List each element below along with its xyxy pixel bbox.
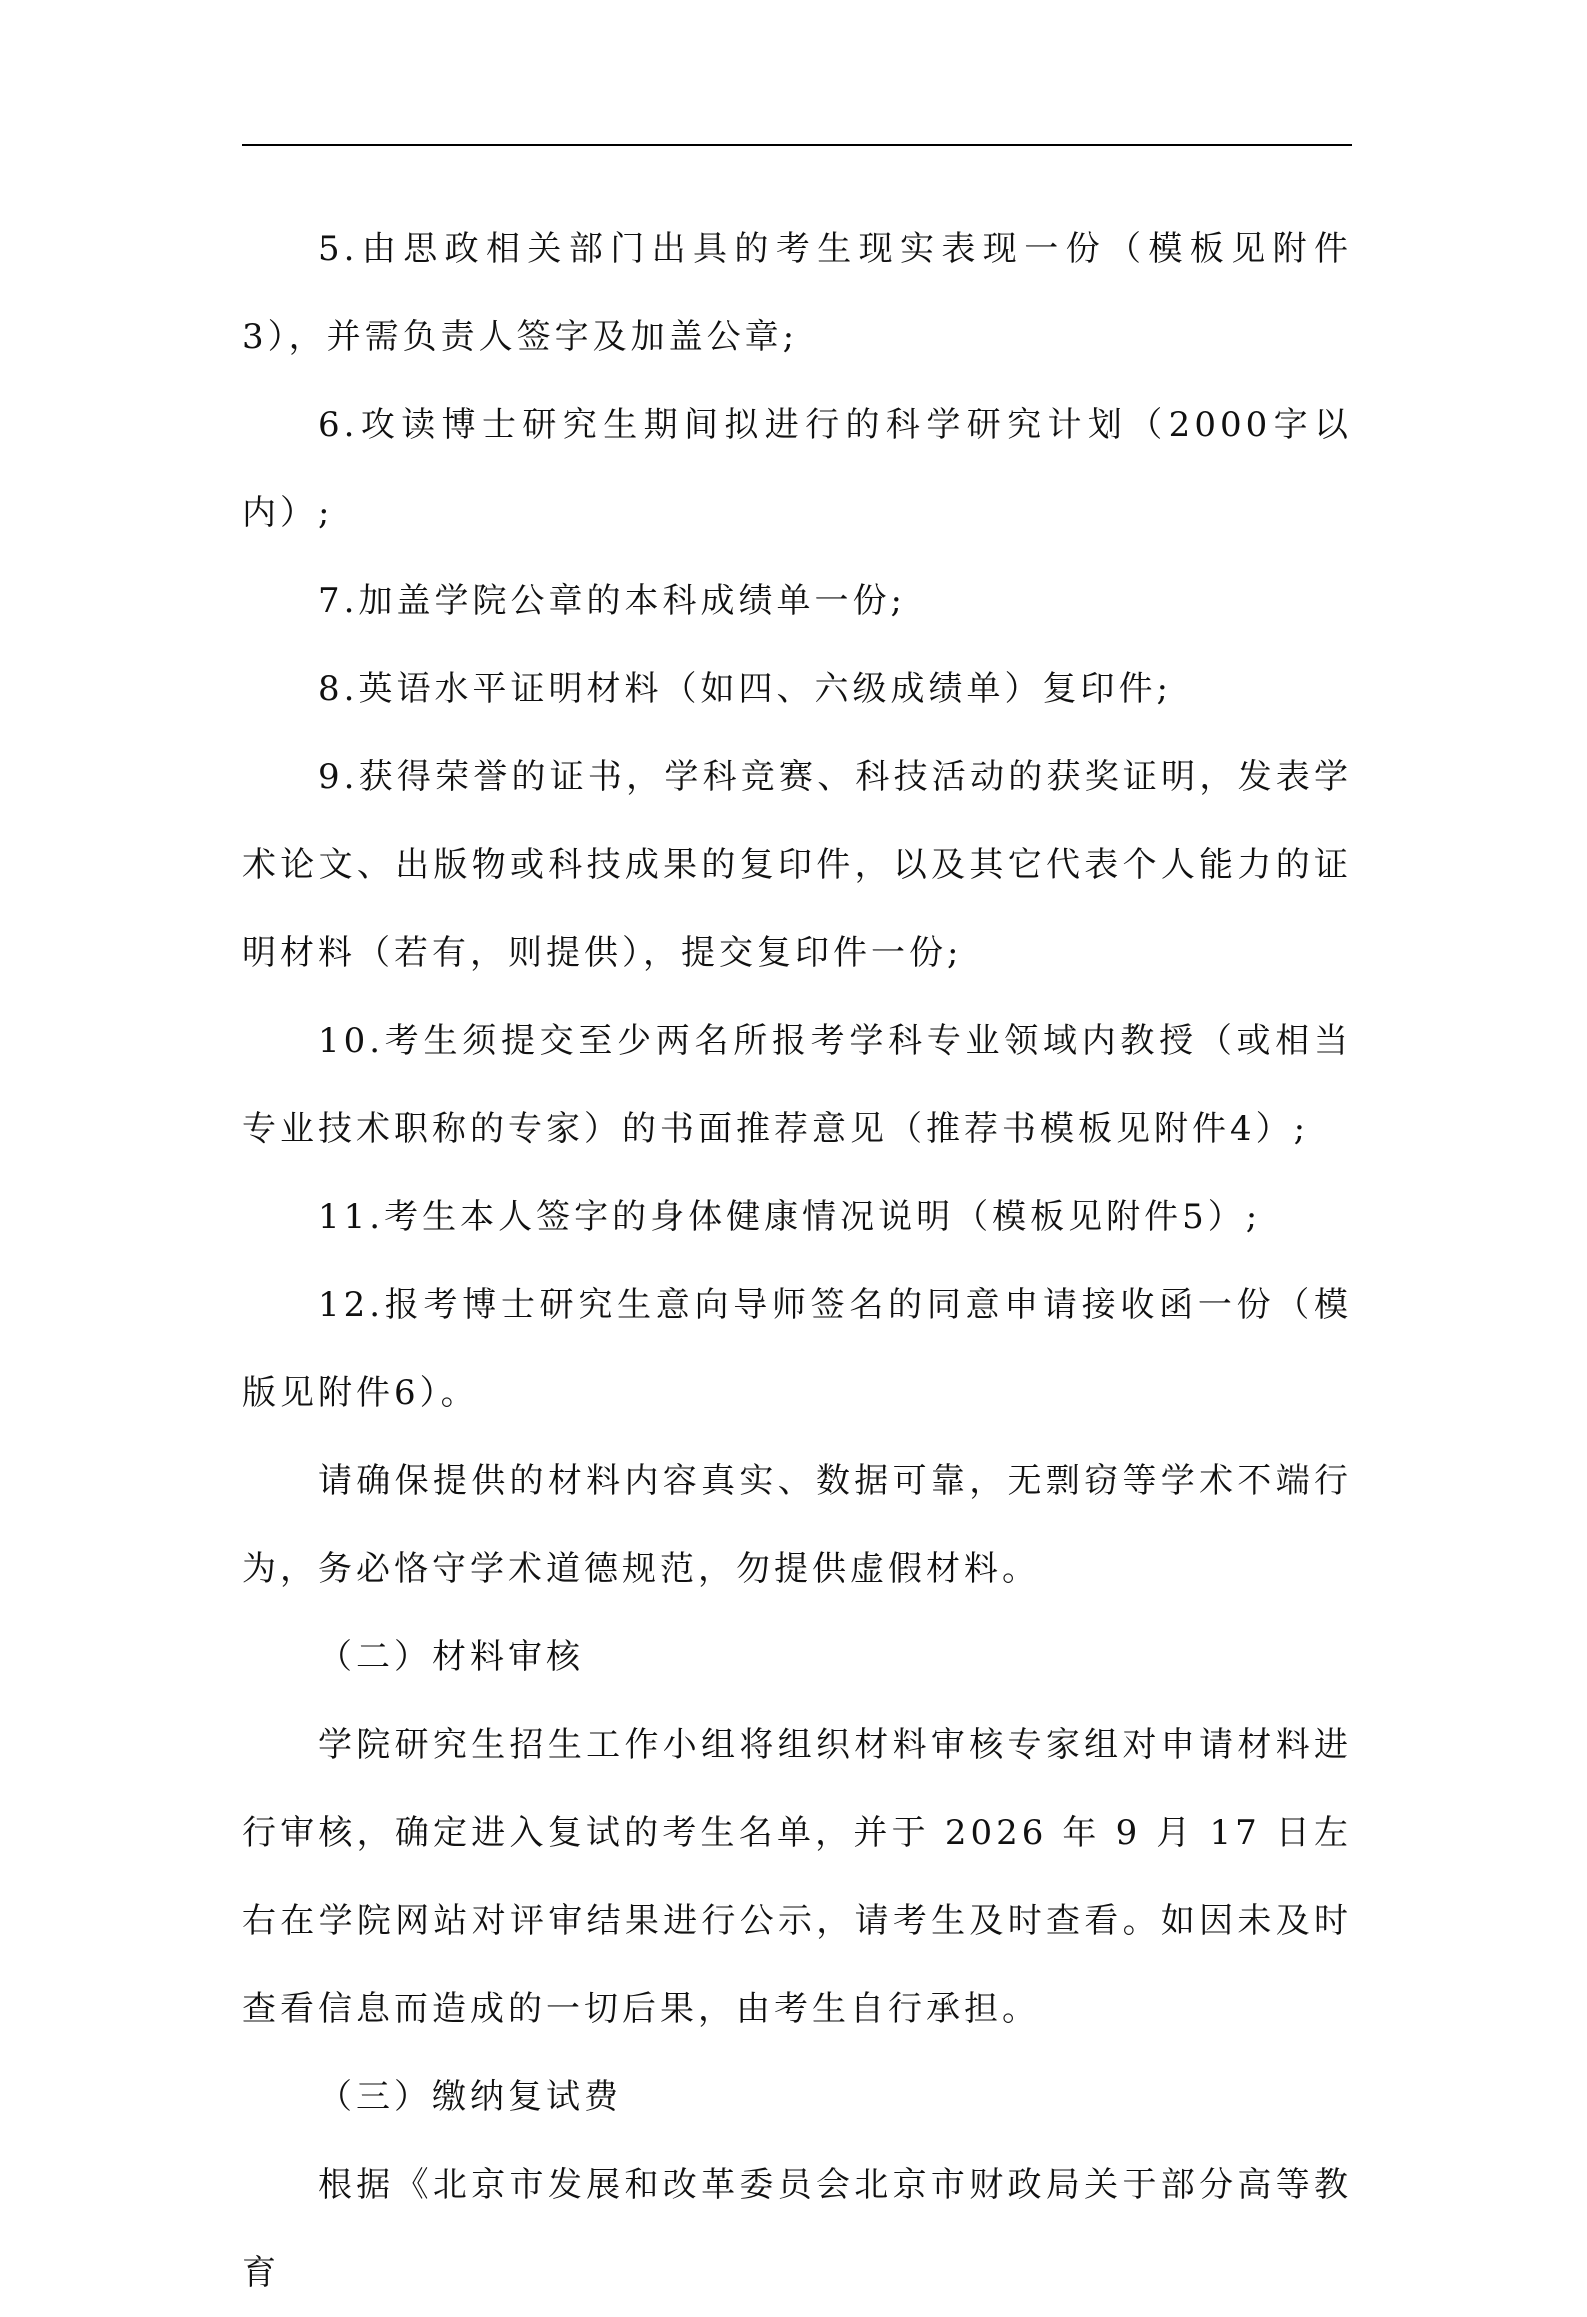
- item-12-paragraph: 12.报考博士研究生意向导师签名的同意申请接收函一份（模版见附件6）。: [242, 1285, 1352, 1413]
- item-8-paragraph: 8.英语水平证明材料（如四、六级成绩单）复印件;: [318, 669, 1172, 709]
- header-rule: [242, 144, 1352, 146]
- item-9-paragraph: 9.获得荣誉的证书，学科竞赛、科技活动的获奖证明，发表学术论文、出版物或科技成果的复印件，以及其它代表个人能力的证明材料（若有，则提供），提交复印件一份;: [242, 757, 1352, 973]
- item-6-paragraph: 6.攻读博士研究生期间拟进行的科学研究计划（2000字以内）;: [242, 405, 1352, 533]
- item-11-paragraph: 11.考生本人签字的身体健康情况说明（模板见附件5）;: [318, 1197, 1262, 1237]
- item-7-paragraph: 7.加盖学院公章的本科成绩单一份;: [318, 581, 906, 621]
- section-2-heading: （二）材料审核: [318, 1637, 584, 1677]
- item-5-paragraph: 5.由思政相关部门出具的考生现实表现一份（模板见附件 3），并需负责人签字及加盖公章;: [242, 229, 1352, 357]
- section-3-heading: （三）缴纳复试费: [318, 2077, 622, 2117]
- section-2-paragraph: 学院研究生招生工作小组将组织材料审核专家组对申请材料进行审核，确定进入复试的考生名单，并于 2026 年 9 月 17 日左右在学院网站对评审结果进行公示，请考生及时查看。如因未及时查看信息而造成的一切后果，由考生自行承担。: [242, 1725, 1352, 2029]
- item-10-paragraph: 10.考生须提交至少两名所报考学科专业领域内教授（或相当专业技术职称的专家）的书面推荐意见（推荐书模板见附件4）;: [242, 1021, 1352, 1149]
- integrity-notice-paragraph: 请确保提供的材料内容真实、数据可靠，无剽窃等学术不端行为，务必恪守学术道德规范，勿提供虚假材料。: [242, 1461, 1352, 1589]
- section-3-paragraph: 根据《北京市发展和改革委员会北京市财政局关于部分高等教育: [242, 2165, 1352, 2293]
- document-body: [242, 205, 1352, 2317]
